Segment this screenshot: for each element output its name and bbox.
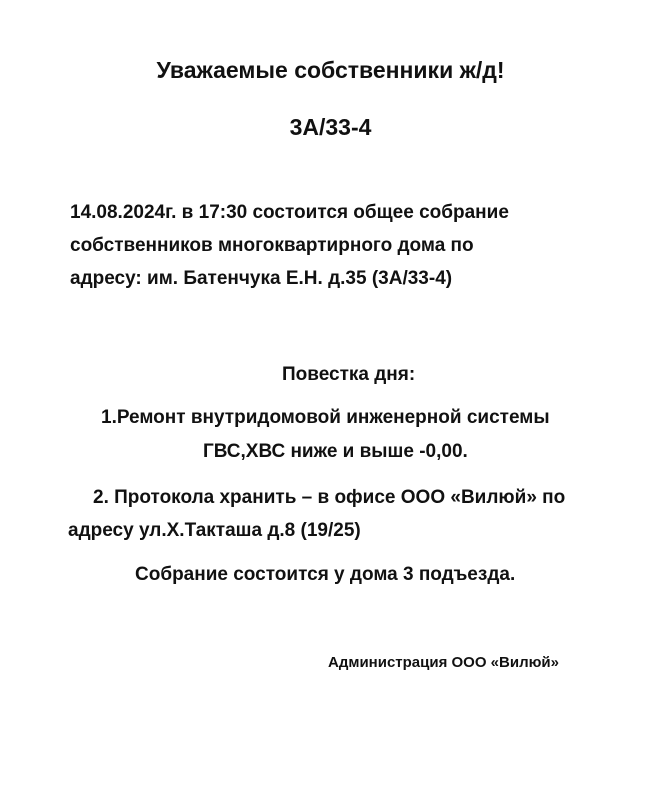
signature: Администрация ООО «Вилюй» bbox=[328, 654, 559, 671]
building-code: 3А/33-4 bbox=[289, 114, 372, 140]
meeting-place: Собрание состоится у дома 3 подъезда. bbox=[135, 564, 516, 585]
announcement-line-2: собственников многоквартирного дома по bbox=[70, 235, 474, 256]
agenda-heading: Повестка дня: bbox=[282, 364, 416, 385]
agenda-item-2-line-2: адресу ул.Х.Такташа д.8 (19/25) bbox=[68, 520, 361, 541]
announcement-line-3: адресу: им. Батенчука Е.Н. д.35 (3А/33-4) bbox=[70, 268, 453, 289]
agenda-item-1-line-1: 1.Ремонт внутридомовой инженерной системы bbox=[101, 407, 550, 428]
greeting-title: Уважаемые собственники ж/д! bbox=[156, 57, 505, 83]
announcement-line-1: 14.08.2024г. в 17:30 состоится общее собрание bbox=[70, 202, 509, 223]
agenda-item-1-line-2: ГВС,ХВС ниже и выше -0,00. bbox=[203, 441, 468, 462]
agenda-item-2-line-1: 2. Протокола хранить – в офисе ООО «Вилюй» по bbox=[93, 487, 566, 508]
